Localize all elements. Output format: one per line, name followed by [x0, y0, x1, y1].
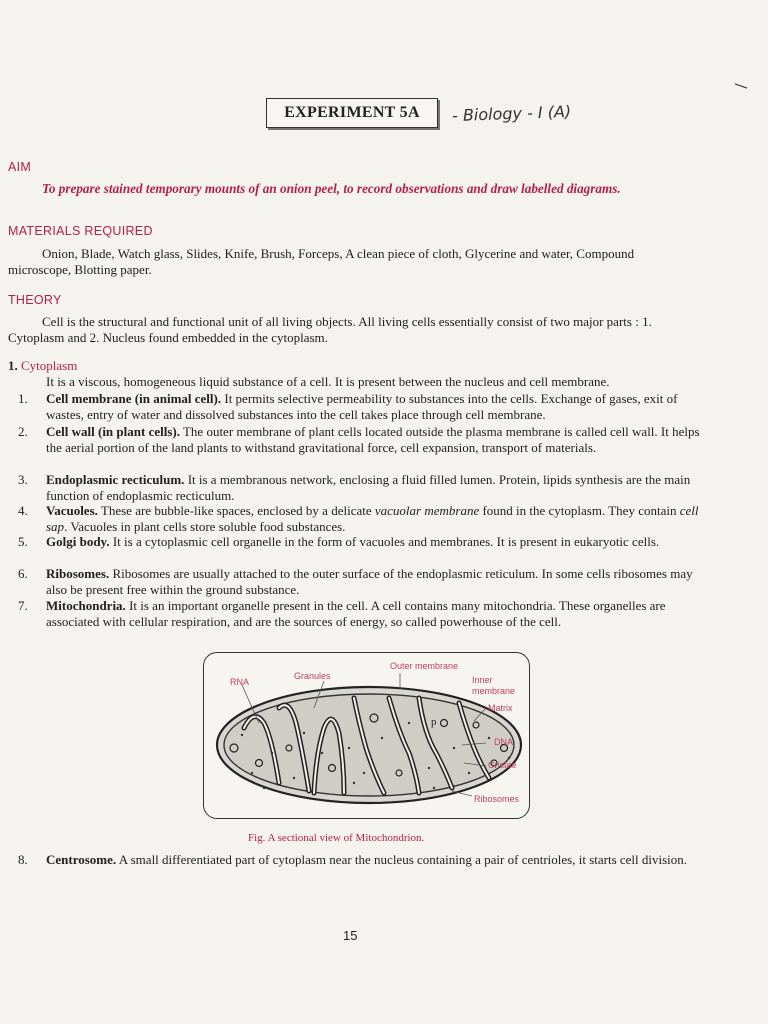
- aim-text: To prepare stained temporary mounts of an onion peel, to record observations and draw labelled diagrams.: [42, 181, 621, 196]
- theory-heading: THEORY: [8, 293, 62, 307]
- item-text: Ribosomes are usually attached to the outer surface of the endoplasmic reticulum. In some cells ribosomes may also be present free within the ground substance.: [46, 566, 693, 597]
- item-text: The outer membrane of plant cells located outside the plasma membrane is called cell wall. It helps the aerial portion of the land plants to withstand gravitational force, cell expansion, transport of materials.: [46, 424, 700, 455]
- materials-text: Onion, Blade, Watch glass, Slides, Knife, Brush, Forceps, A clean piece of cloth, Glycerine and water, Compound microscope, Blotting paper.: [8, 246, 635, 277]
- item-text: It is a cytoplasmic cell organelle in the form of vacuoles and membranes. It is present in eukaryotic cells.: [109, 534, 660, 549]
- item-text: found in the cytoplasm. They contain: [479, 503, 680, 518]
- item-number: 7.: [18, 598, 28, 613]
- item-number: 5.: [18, 534, 28, 549]
- item-text: It is a membranous network, enclosing a fluid filled lumen. Protein, lipids synthesis are the main function of endoplasmic recticulum.: [46, 472, 691, 503]
- item-text: These are bubble-like spaces, enclosed by a delicate: [97, 503, 375, 518]
- item-term: Cell membrane (in animal cell).: [46, 391, 222, 406]
- item-term: Golgi body.: [46, 534, 110, 549]
- label-membrane: membrane: [472, 686, 516, 696]
- label-cristae: Cristae: [488, 760, 517, 770]
- item-number: 6.: [18, 566, 28, 581]
- item-number: 3.: [18, 472, 28, 487]
- item-number: 1.: [18, 391, 28, 406]
- svg-text:p: p: [431, 716, 437, 728]
- label-matrix: Matrix: [488, 703, 513, 713]
- aim-heading: AIM: [8, 160, 32, 174]
- item-term: Ribosomes.: [46, 566, 110, 581]
- handwritten-note: - Biology - I (A): [451, 101, 572, 126]
- cytoplasm-number: 1.: [8, 358, 18, 373]
- item-text: A small differentiated part of cytoplasm near the nucleus containing a pair of centrioles, it starts cell division.: [116, 852, 688, 867]
- figure-caption: Fig. A sectional view of Mitochondrion.: [248, 832, 425, 844]
- item-number: 4.: [18, 503, 28, 518]
- item-term: Endoplasmic recticulum.: [46, 472, 185, 487]
- pen-mark-icon: [735, 82, 747, 90]
- item-text: It is an important organelle present in the cell. A cell contains many mitochondria. These organelles are associated with cellular respiration, and are the sources of energy, so called powerhouse of the cell.: [46, 598, 666, 629]
- item-italic: vacuolar membrane: [374, 503, 480, 518]
- label-ribosomes: Ribosomes: [474, 794, 520, 804]
- item-term: Vacuoles.: [46, 503, 98, 518]
- cytoplasm-title: Cytoplasm: [21, 358, 78, 373]
- item-text: . Vacuoles in plant cells store soluble food substances.: [64, 518, 346, 534]
- theory-text: Cell is the structural and functional unit of all living objects. All living cells essentially consist of two major parts : 1. Cytoplasm and 2. Nucleus found embedded in the cytoplasm.: [8, 314, 652, 345]
- label-inner: Inner: [472, 675, 493, 685]
- label-rna: RNA: [230, 677, 250, 687]
- item-term: Mitochondria.: [46, 598, 126, 613]
- label-granules: Granules: [294, 671, 331, 681]
- label-dna: DNA: [494, 737, 514, 747]
- item-number: 2.: [18, 424, 28, 439]
- materials-heading: MATERIALS REQUIRED: [8, 224, 153, 238]
- page-number: 15: [343, 928, 358, 943]
- item-text: It permits selective permeability to substances into the cells. Exchange of gases, exit of wastes, entry of water and dissolved substances into the cell takes place through cell membrane.: [46, 391, 678, 422]
- item-italic: cell sap: [46, 503, 699, 534]
- experiment-title: EXPERIMENT 5A: [266, 98, 438, 128]
- mitochondrion-figure: [203, 652, 530, 819]
- item-term: Centrosome.: [46, 852, 117, 867]
- item-number: 8.: [18, 852, 28, 867]
- cytoplasm-heading: [8, 358, 77, 374]
- label-outer-membrane: Outer membrane: [390, 661, 459, 671]
- cytoplasm-text: It is a viscous, homogeneous liquid substance of a cell. It is present between the nucleus and cell membrane.: [46, 374, 610, 389]
- item-term: Cell wall (in plant cells).: [46, 424, 180, 439]
